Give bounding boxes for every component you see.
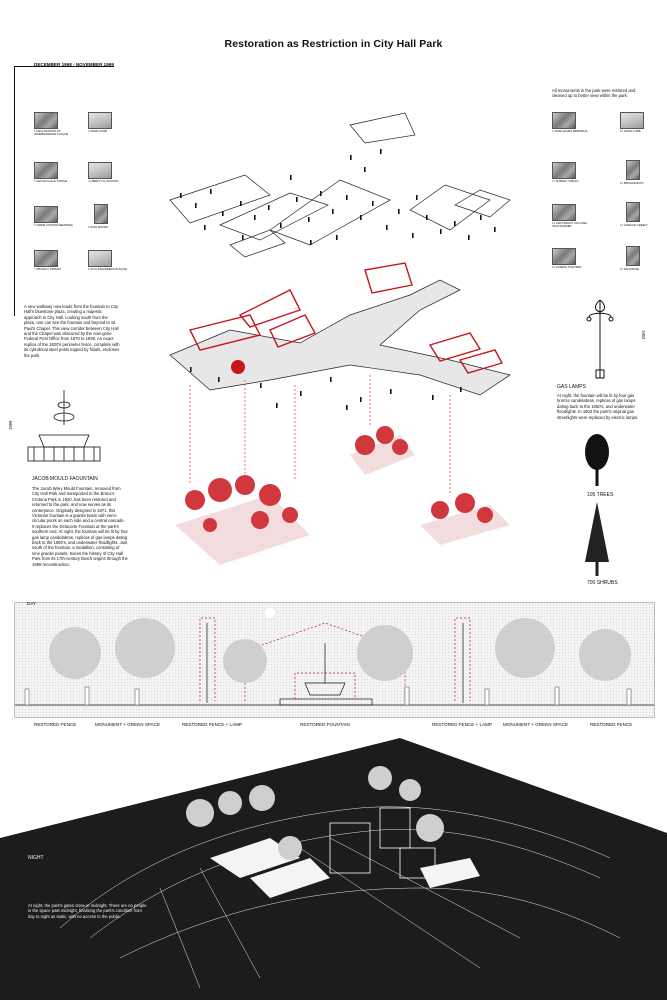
monument-label-16: 16 SIGN BASE xyxy=(620,267,639,271)
monument-label-1: 1 DECLARATION OF INDEPENDENCE PLAQUE xyxy=(34,129,69,137)
monument-label-2: 2 WAVE CURB xyxy=(88,129,107,133)
monument-thumb-12 xyxy=(626,160,640,180)
day-label: DAY xyxy=(27,601,37,606)
section-label-restored-fence-right: RESTORED FENCE xyxy=(590,722,633,727)
monument-label-9: 9 JANE ADAMS MEMORIAL xyxy=(552,129,588,133)
monument-label-7: 7 PRODIGY PRISON xyxy=(34,267,61,271)
shrub-icon xyxy=(582,500,612,578)
upper-plan-outlines xyxy=(170,113,510,257)
tree-icon xyxy=(582,432,612,488)
monument-thumb-9 xyxy=(552,112,576,129)
park-axonometric-drawing xyxy=(150,105,540,565)
monument-thumb-11 xyxy=(552,162,576,179)
day-section-elevation xyxy=(14,602,655,718)
section-label-fence-lamp-right: RESTORED FENCE + LAMP xyxy=(432,722,493,727)
monument-thumb-7 xyxy=(34,250,58,267)
section-label-monument-left: MONUMENT + GREEN SPACE xyxy=(95,722,161,727)
monument-thumb-3 xyxy=(34,162,58,179)
monuments-intro: All monuments in the park were restored and cleaned up to better view within the park. xyxy=(552,88,636,99)
night-label: NIGHT xyxy=(28,855,44,861)
section-label-monument-right: MONUMENT + GREEN SPACE xyxy=(503,722,569,727)
monument-thumb-13 xyxy=(552,204,576,221)
monument-label-10: 10 WAVE CURB xyxy=(620,129,641,133)
page-title: Restoration as Restriction in City Hall Park xyxy=(224,38,443,50)
lamp-year: 1903 xyxy=(641,330,646,340)
section-label-fence-lamp-left: RESTORED FENCE + LAMP xyxy=(182,722,243,727)
fountain-description: The Jacob Wrey Mould Fountain, removed from City Hall Park and transported to the Bronx's Crotona Park in 1920, has been restored and returned to the park, and now serves as its centerpiece. Originally designed in 1871, this Victorian fountain is a granite basin with semi-circular pools on each side and a central cascade. It replaces the Delacorte Fountain at the park's southern end. At night, the fountain will be lit by four gas lamp candelabras, replicas of gas lamps dating back to the 1850's, and underwater floodlights. Just south of the fountain, a medallion, consisting of nine granite panels, traces the history of City Hall Park from its 17th-century Dutch origins through the 1999 reconstruction. xyxy=(32,486,128,567)
night-axonometric xyxy=(0,738,667,1000)
date-bracket-line xyxy=(14,66,15,316)
monument-thumb-10 xyxy=(620,112,644,129)
monument-thumb-1 xyxy=(34,112,58,129)
monument-thumb-16 xyxy=(626,246,640,266)
fountain-elevation-icon xyxy=(24,385,104,475)
monument-label-11: 11 SUBWAY TABLET xyxy=(552,179,579,183)
lamp-heading: GAS LAMPS xyxy=(557,384,586,390)
monument-thumb-8 xyxy=(88,250,112,267)
monument-thumb-14 xyxy=(626,202,640,222)
monument-thumb-4 xyxy=(88,162,112,179)
monument-thumb-15 xyxy=(552,248,576,265)
trees-count: 105 TREES xyxy=(587,492,614,498)
monument-label-15: 15 JOSEPH PULITZER xyxy=(552,265,582,269)
walkway-description: A new walkway now leads from the fountain to City Hall's bluestone plaza, creating a majestic approach to City Hall. Looking south from the plaza, one can see the fountain and beyond to St. Paul's Chapel. This view corridor between City Hall and the Chapel was obscured by the now-gone Federal Post Office from 1870 to 1939. An exact replica of the 1820's perimeter fence, complete with its cylindrical steel posts topped by finials, encloses the park. xyxy=(24,304,120,358)
monument-label-6: 6 SIGN BOARD xyxy=(88,225,108,229)
date-range: DECEMBER 1998 - NOVEMBER 1999 xyxy=(34,62,114,67)
monument-thumb-2 xyxy=(88,112,112,129)
drop-lines xyxy=(190,375,450,495)
lamp-description: At night, the fountain will be lit by four gas bronze candelabras, replicas of gas lamps dating back to the 1850's, and underwater floodlights. In 1903 the park's original gas streetlights were replaced by electric lamps. xyxy=(557,393,639,420)
gas-lamp-icon xyxy=(585,292,615,382)
section-label-restored-fence-left: RESTORED FENCE xyxy=(34,722,77,727)
monument-label-3: 3 NATHAN HALE STATUE xyxy=(34,179,68,183)
monument-label-13: 13 LIEUTENANT COLONEL SIGN MARKER xyxy=(552,221,588,229)
monument-label-12: 12 BRONZE BUST xyxy=(620,181,644,185)
section-label-restored-fountain: RESTORED FOUNTAIN xyxy=(300,722,350,727)
night-description: At night, the park's gates close at midnight. There are no people in the space past midnight, finalizing the park's condition from day to night as static, with no access to the public. xyxy=(28,903,147,919)
monument-label-4: 4 LIBERTY FLAGSTAFF xyxy=(88,179,119,183)
monument-label-5: 5 CRIME VICTIMS MEMORIAL xyxy=(34,223,74,227)
fountain-marker xyxy=(231,360,245,374)
section-drawing xyxy=(15,603,654,717)
shrubs-count: 700 SHRUBS xyxy=(587,580,618,586)
fountain-year: 1999 xyxy=(8,420,13,430)
fountain-heading: JACOB MOULD FAOUNTAIN xyxy=(32,476,98,482)
monument-label-8: 8 CIVIL ENGINEERS PLAQUE xyxy=(88,267,127,271)
walkway-plan xyxy=(170,280,510,395)
red-tree-clusters xyxy=(175,426,510,565)
monument-thumb-5 xyxy=(34,206,58,223)
monument-thumb-6 xyxy=(94,204,108,224)
monument-label-14: 14 HORACE GREELY xyxy=(620,223,648,227)
upper-plan-people xyxy=(180,149,496,245)
